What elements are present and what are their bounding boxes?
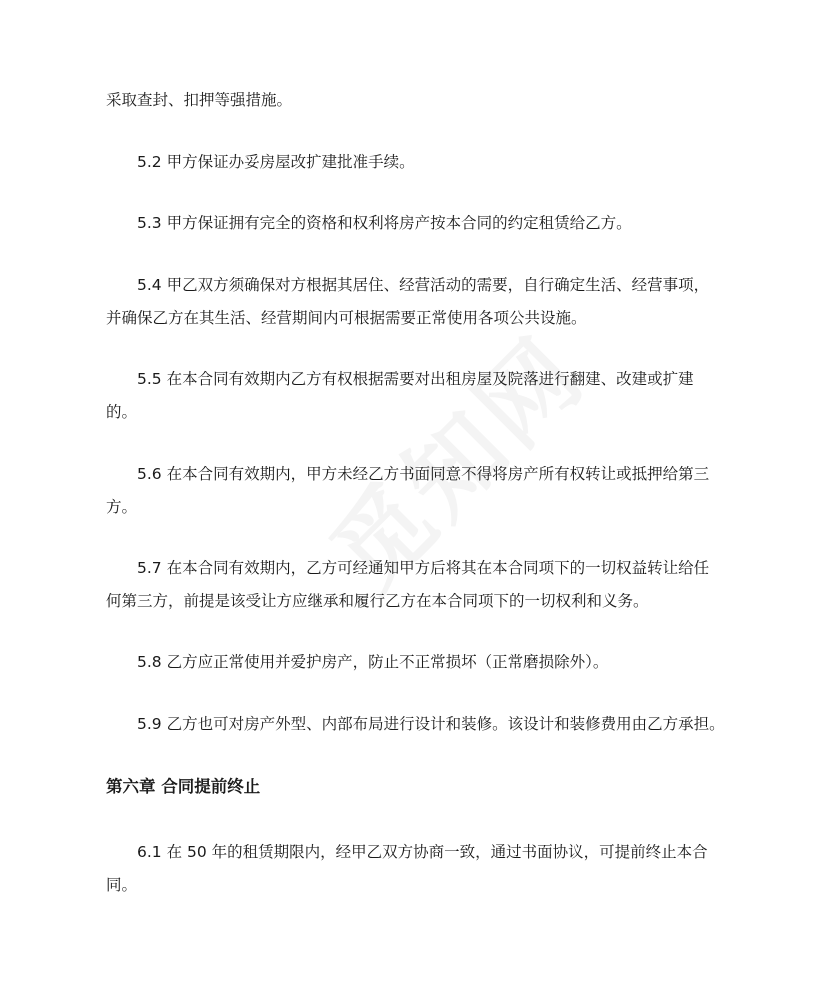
clause-5-4-line1: 5.4 甲乙双方须确保对方根据其居住、经营活动的需要，自行确定生活、经营事项， [137,276,710,294]
clause-5-5-line2: 的。 [106,403,138,421]
clause-5-3: 5.3 甲方保证拥有完全的资格和权利将房产按本合同的约定租赁给乙方。 [137,214,632,232]
clause-5-6-line1: 5.6 在本合同有效期内，甲方未经乙方书面同意不得将房产所有权转让或抵押给第三 [137,465,710,483]
clause-5-5-line1: 5.5 在本合同有效期内乙方有权根据需要对出租房屋及院落进行翻建、改建或扩建 [137,370,694,388]
clause-6-1-line1: 6.1 在 50 年的租赁期限内，经甲乙双方协商一致，通过书面协议，可提前终止本合 [137,843,708,861]
clause-5-7-line2: 何第三方，前提是该受让方应继承和履行乙方在本合同项下的一切权利和义务。 [106,592,649,610]
clause-5-8: 5.8 乙方应正常使用并爱护房产，防止不正常损坏（正常磨损除外）。 [137,653,609,671]
paragraph-line: 采取查封、扣押等强措施。 [106,91,293,109]
clause-5-6-line2: 方。 [106,498,138,516]
clause-5-7-line1: 5.7 在本合同有效期内，乙方可经通知甲方后将其在本合同项下的一切权益转让给任 [137,559,710,577]
chapter-heading: 第六章 合同提前终止 [106,777,261,796]
clause-5-2: 5.2 甲方保证办妥房屋改扩建批准手续。 [137,153,415,171]
clause-6-1-line2: 同。 [106,876,138,894]
clause-5-4-line2: 并确保乙方在其生活、经营期间内可根据需要正常使用各项公共设施。 [106,309,587,327]
clause-5-9: 5.9 乙方也可对房产外型、内部布局进行设计和装修。该设计和装修费用由乙方承担。 [137,715,725,733]
